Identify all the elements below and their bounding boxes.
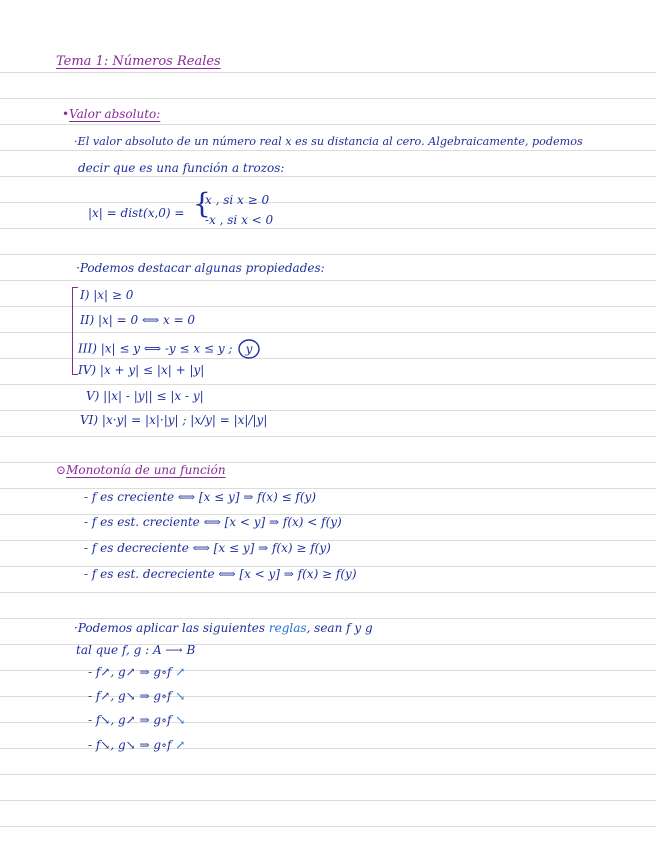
rule-line: [0, 800, 656, 801]
rules-intro-text: , sean f y g: [306, 621, 373, 635]
rule-line: [0, 410, 656, 411]
rule-item-text: - f↗, g↘ ⇒ g∘f: [88, 689, 172, 703]
rule-line: [0, 176, 656, 177]
rules-domain: tal que f, g : A ⟶ B: [76, 643, 196, 657]
arrow-up-icon: ↗: [175, 665, 186, 679]
section-heading-text: Valor absoluto:: [69, 107, 161, 121]
arrow-down-icon: ↘: [175, 713, 186, 727]
monotony-heading: [56, 462, 226, 478]
property-item: I) |x| ≥ 0: [80, 288, 134, 302]
circled-note-icon: [236, 338, 262, 360]
rule-item: [88, 688, 185, 704]
property-item: VI) |x·y| = |x|·|y| ; |x/y| = |x|/|y|: [80, 413, 268, 427]
circled-note-text: y: [245, 342, 253, 356]
monotony-item: - f es decreciente ⟺ [x ≤ y] ⇒ f(x) ≥ f(y): [84, 541, 331, 555]
rule-line: [0, 72, 656, 73]
rule-line: [0, 254, 656, 255]
rule-line: [0, 618, 656, 619]
rule-line: [0, 306, 656, 307]
rule-line: [0, 228, 656, 229]
rule-line: [0, 384, 656, 385]
rules-highlight: reglas: [268, 621, 307, 635]
rule-line: [0, 332, 656, 333]
rule-line: [0, 98, 656, 99]
property-item: [78, 338, 262, 360]
rule-line: [0, 774, 656, 775]
rule-item-text: - f↘, g↘ ⇒ g∘f: [88, 738, 172, 752]
rules-intro: [74, 620, 373, 636]
absolute-value-intro-1: ·El valor absoluto de un número real x es su distancia al cero. Algebraicamente, podemos: [74, 135, 583, 148]
definition-case-1: x , si x ≥ 0: [205, 193, 270, 207]
rule-line: [0, 826, 656, 827]
absolute-value-intro-2: decir que es una función a trozos:: [78, 161, 285, 175]
rule-item: [88, 664, 185, 680]
monotony-item: - f es creciente ⟺ [x ≤ y] ⇒ f(x) ≤ f(y): [84, 490, 317, 504]
rule-line: [0, 436, 656, 437]
rule-item-text: - f↗, g↗ ⇒ g∘f: [88, 665, 172, 679]
absolute-value-heading: [62, 106, 160, 122]
property-item: II) |x| = 0 ⟺ x = 0: [80, 313, 196, 327]
monotony-item: - f es est. creciente ⟺ [x < y] ⇒ f(x) < f(y): [84, 515, 342, 529]
rule-line: [0, 150, 656, 151]
rule-item: [88, 712, 185, 728]
definition-case-2: -x , si x < 0: [205, 213, 274, 227]
properties-heading: ·Podemos destacar algunas propiedades:: [76, 261, 325, 275]
curly-brace-icon: {: [193, 187, 211, 220]
property-item: V) ||x| - |y|| ≤ |x - y|: [86, 389, 204, 403]
rule-line: [0, 124, 656, 125]
definition-lhs: |x| = dist(x,0) =: [88, 206, 185, 220]
rules-intro-text: ·Podemos aplicar las siguientes: [74, 621, 269, 635]
rule-line: [0, 592, 656, 593]
bullet-marker: •: [62, 107, 70, 121]
property-item-text: III) |x| ≤ y ⟺ -y ≤ x ≤ y ;: [78, 341, 233, 356]
rule-item: [88, 737, 185, 753]
property-item: IV) |x + y| ≤ |x| + |y|: [78, 363, 205, 377]
arrow-down-icon: ↘: [175, 689, 186, 703]
arrow-up-icon: ↗: [175, 738, 186, 752]
bullet-marker: ⊙: [56, 463, 67, 477]
rule-item-text: - f↘, g↗ ⇒ g∘f: [88, 713, 172, 727]
monotony-item: - f es est. decreciente ⟺ [x < y] ⇒ f(x) ≥ f(y): [84, 567, 357, 581]
rule-line: [0, 202, 656, 203]
rule-line: [0, 280, 656, 281]
page-title: Tema 1: Números Reales: [56, 54, 221, 69]
section-heading-text: Monotonía de una función: [66, 463, 226, 477]
